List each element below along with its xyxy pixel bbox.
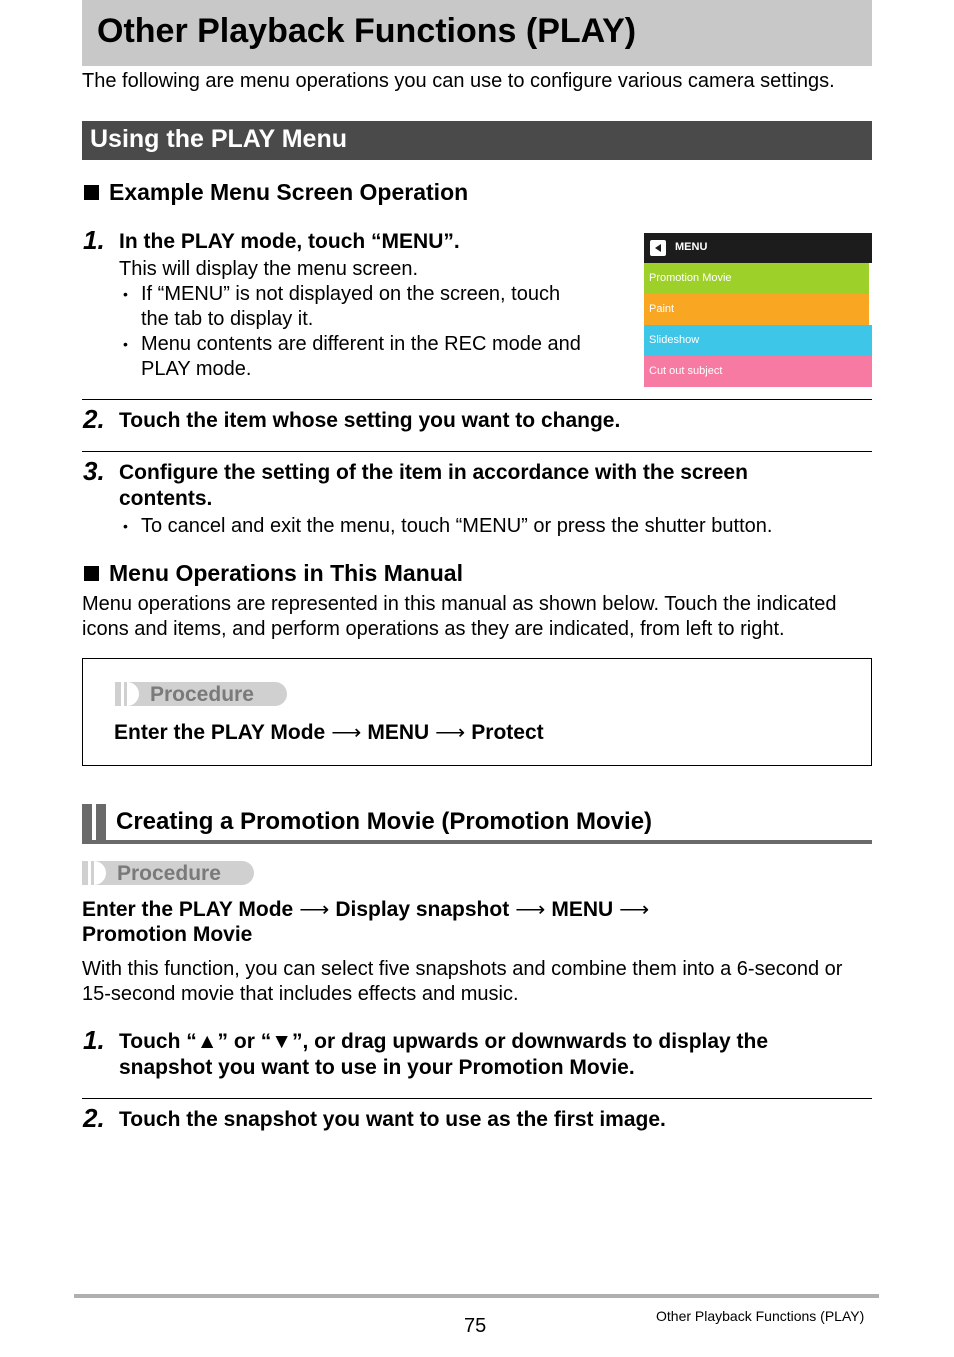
step-number: 1. — [83, 225, 105, 255]
running-title: Other Playback Functions (PLAY) — [656, 1308, 865, 1324]
step-text: In the PLAY mode, touch “MENU”. — [119, 230, 460, 253]
procedure-step: MENU — [367, 721, 430, 744]
example-heading — [84, 179, 468, 206]
divider — [82, 1098, 872, 1099]
divider — [82, 399, 872, 400]
menu-item-label: Promotion Movie — [649, 272, 732, 284]
bullet-text: If “MENU” is not displayed on the screen, touch the tab to display it. — [141, 283, 561, 330]
page-title-bar — [82, 0, 872, 66]
step-text: Touch the snapshot you want to use as the first image. — [119, 1108, 666, 1131]
bullet-item: • Menu contents are different in the REC mode and PLAY mode. — [123, 332, 593, 382]
bullet-item: • To cancel and exit the menu, touch “MENU” or press the shutter button. — [123, 514, 843, 539]
section-heading: Using the PLAY Menu — [90, 125, 347, 153]
menu-header-label: MENU — [675, 241, 708, 253]
procedure-path — [114, 720, 544, 745]
bullet-text: Menu contents are different in the REC mode and PLAY mode. — [141, 333, 581, 380]
procedure-box — [82, 658, 872, 766]
intro-text: The following are menu operations you can use to configure various camera settings. — [82, 70, 835, 92]
menu-header — [644, 233, 872, 263]
bullet-text: To cancel and exit the menu, touch “MENU” or press the shutter button. — [141, 515, 773, 537]
arrow-right-icon: ⟶ — [299, 898, 330, 921]
back-arrow-icon — [650, 240, 666, 256]
menu-item-cut-out-subject — [644, 356, 872, 387]
menu-item-label: Slideshow — [649, 334, 700, 346]
menu-item-paint — [644, 294, 869, 325]
arrow-right-icon: ⟶ — [435, 721, 466, 744]
procedure-step: Protect — [471, 721, 544, 744]
step-body: This will display the menu screen. — [119, 258, 419, 280]
manual-heading — [84, 560, 463, 587]
footer-rule — [74, 1294, 879, 1298]
section2-body: With this function, you can select five snapshots and combine them into a 6-second or 15-second movie that includes effects and music. — [82, 958, 843, 1005]
menu-item-label: Paint — [649, 303, 675, 315]
divider — [82, 451, 872, 452]
step-number: 2. — [83, 404, 105, 434]
step-text: Touch the item whose setting you want to change. — [119, 409, 621, 432]
procedure-label-text: Procedure — [150, 683, 254, 706]
subsection-heading-bar — [82, 804, 872, 842]
step-number: 2. — [83, 1103, 105, 1133]
page-title: Other Playback Functions (PLAY) — [97, 12, 637, 50]
step-text: snapshot you want to use in your Promotion Movie. — [119, 1056, 635, 1079]
arrow-right-icon: ⟶ — [331, 721, 362, 744]
procedure-label — [115, 682, 287, 706]
procedure-step: Display snapshot — [335, 898, 510, 921]
menu-item-slideshow — [644, 325, 872, 356]
page-number: 75 — [464, 1315, 487, 1337]
step-text: Touch “▲” or “▼”, or drag upwards or downwards to display the — [119, 1030, 769, 1053]
manual-heading-text: Menu Operations in This Manual — [109, 560, 463, 586]
step-text: Configure the setting of the item in accordance with the screen contents. — [119, 461, 748, 510]
bullet-item: • If “MENU” is not displayed on the screen, touch the tab to display it. — [123, 282, 593, 332]
arrow-right-icon: ⟶ — [515, 898, 546, 921]
procedure-path — [82, 897, 655, 922]
procedure-step: Promotion Movie — [82, 923, 253, 946]
menu-screenshot — [644, 233, 872, 386]
menu-item-label: Cut out subject — [649, 365, 723, 377]
procedure-step: Enter the PLAY Mode — [114, 721, 326, 744]
menu-item-promotion-movie — [644, 263, 869, 294]
procedure-label-text: Procedure — [117, 862, 221, 885]
example-heading-text: Example Menu Screen Operation — [109, 179, 469, 205]
arrow-right-icon: ⟶ — [619, 898, 650, 921]
procedure-step: Enter the PLAY Mode — [82, 898, 294, 921]
step-number: 1. — [83, 1025, 105, 1055]
subsection-heading: Creating a Promotion Movie (Promotion Movie) — [116, 808, 653, 835]
square-bullet-icon — [84, 566, 99, 581]
manual-body: Menu operations are represented in this manual as shown below. Touch the indicated icons and items, and perform operations as they are indicated, from left to right. — [82, 593, 837, 640]
step-number: 3. — [83, 456, 105, 486]
section-heading-bar — [82, 121, 872, 160]
procedure-label — [82, 861, 254, 885]
procedure-step: MENU — [551, 898, 614, 921]
square-bullet-icon — [84, 185, 99, 200]
